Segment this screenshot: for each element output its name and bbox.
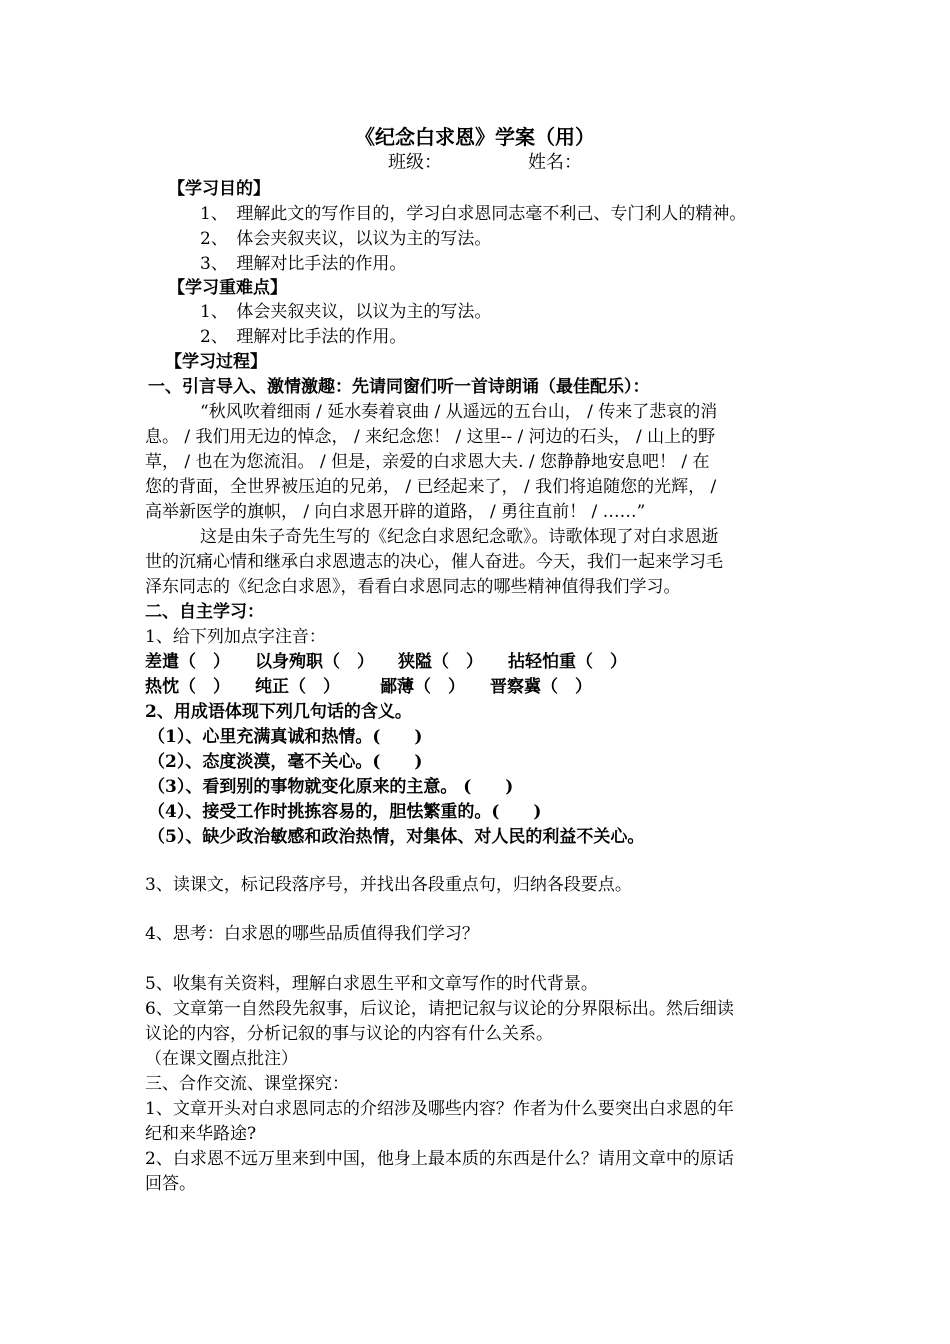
coop-question-2-line: 2、白求恩不远万里来到中国，他身上最本质的东西是什么？请用文章中的原话: [145, 1149, 734, 1169]
intro-heading: 一、引言导入、激情激趣：先请同窗们听一首诗朗诵（最佳配乐）：: [148, 377, 650, 397]
objective-item: 1、 理解此文的写作目的，学习白求恩同志毫不利己、专门利人的精神。: [200, 204, 747, 224]
idiom-item: （5）、缺少政治敏感和政治热情，对集体、对人民的利益不关心。: [148, 827, 645, 847]
pinyin-item: 热忱（ ）: [145, 677, 230, 697]
pinyin-item: 拈轻怕重（ ）: [508, 652, 627, 672]
poem-line: 息。 / 我们用无边的悼念， / 来纪念您！ / 这里-- / 河边的石头， / 山上的野: [145, 427, 716, 447]
pinyin-item: 纯正（ ）: [255, 677, 340, 697]
poem-line: 草， / 也在为您流泪。 / 但是，亲爱的白求恩大夫. / 您静静地安息吧！ / 在: [145, 452, 710, 472]
explain-line: 这是由朱子奇先生写的《纪念白求恩纪念歌》。诗歌体现了对白求恩逝: [200, 527, 719, 547]
question-1: 1、给下列加点字注音：: [145, 627, 326, 647]
idiom-item: （1）、心里充满真诚和热情。( ): [148, 727, 423, 747]
explain-line: 世的沉痛心情和继承白求恩遗志的决心，催人奋进。今天，我们一起来学习毛: [145, 552, 723, 572]
key-point-item: 2、 理解对比手法的作用。: [200, 327, 407, 347]
question-6-line: 议论的内容，分析记叙的事与议论的内容有什么关系。: [145, 1024, 553, 1044]
idiom-item: （2）、态度淡漠，毫不关心。( ): [148, 752, 423, 772]
explain-line: 泽东同志的《纪念白求恩》，看看白求恩同志的哪些精神值得我们学习。: [145, 577, 681, 597]
name-label: 姓名：: [528, 152, 582, 173]
question-6-line: 6、文章第一自然段先叙事，后议论，请把记叙与议论的分界限标出。然后细读: [145, 999, 734, 1019]
idiom-item: （3）、看到别的事物就变化原来的主意。 ( ): [148, 777, 514, 797]
pinyin-item: 以身殉职（ ）: [255, 652, 374, 672]
key-points-heading: 【学习重难点】: [168, 278, 287, 298]
idiom-item: （4）、接受工作时挑拣容易的，胆怯繁重的。( ): [148, 802, 542, 822]
pinyin-item: 差遣（ ）: [145, 652, 230, 672]
question-3: 3、读课文，标记段落序号，并找出各段重点句，归纳各段要点。: [145, 875, 632, 895]
page-title: 《纪念白求恩》学案（用）: [355, 125, 595, 149]
coop-question-2-line: 回答。: [145, 1174, 196, 1194]
objective-item: 2、 体会夹叙夹议，以议为主的写法。: [200, 229, 492, 249]
objectives-heading: 【学习目的】: [168, 179, 270, 199]
key-point-item: 1、 体会夹叙夹议，以议为主的写法。: [200, 302, 492, 322]
poem-line: 高举新医学的旗帜， / 向白求恩开辟的道路， / 勇往直前！ / ……”: [145, 502, 646, 522]
question-5: 5、收集有关资料，理解白求恩生平和文章写作的时代背景。: [145, 974, 598, 994]
class-label: 班级：: [388, 152, 442, 173]
question-2: 2、用成语体现下列几句话的含义。: [145, 702, 412, 722]
poem-line: “秋风吹着细雨 / 延水奏着哀曲 / 从遥远的五台山， / 传来了悲哀的消: [200, 402, 718, 422]
pinyin-item: 晋察冀（ ）: [490, 677, 592, 697]
coop-question-1-line: 1、文章开头对白求恩同志的介绍涉及哪些内容？作者为什么要突出白求恩的年: [145, 1099, 734, 1119]
coop-question-1-line: 纪和来华路途?: [145, 1124, 257, 1144]
question-6-line: （在课文圈点批注）: [145, 1049, 298, 1069]
pinyin-item: 狭隘（ ）: [398, 652, 483, 672]
question-4: 4、思考：白求恩的哪些品质值得我们学习？: [145, 924, 479, 944]
pinyin-item: 鄙薄（ ）: [380, 677, 465, 697]
coop-heading: 三、合作交流、课堂探究：: [145, 1074, 349, 1094]
self-study-heading: 二、自主学习：: [145, 602, 264, 622]
process-heading: 【学习过程】: [165, 352, 267, 372]
poem-line: 您的背面，全世界被压迫的兄弟， / 已经起来了， / 我们将追随您的光辉， /: [145, 477, 717, 497]
objective-item: 3、 理解对比手法的作用。: [200, 254, 407, 274]
